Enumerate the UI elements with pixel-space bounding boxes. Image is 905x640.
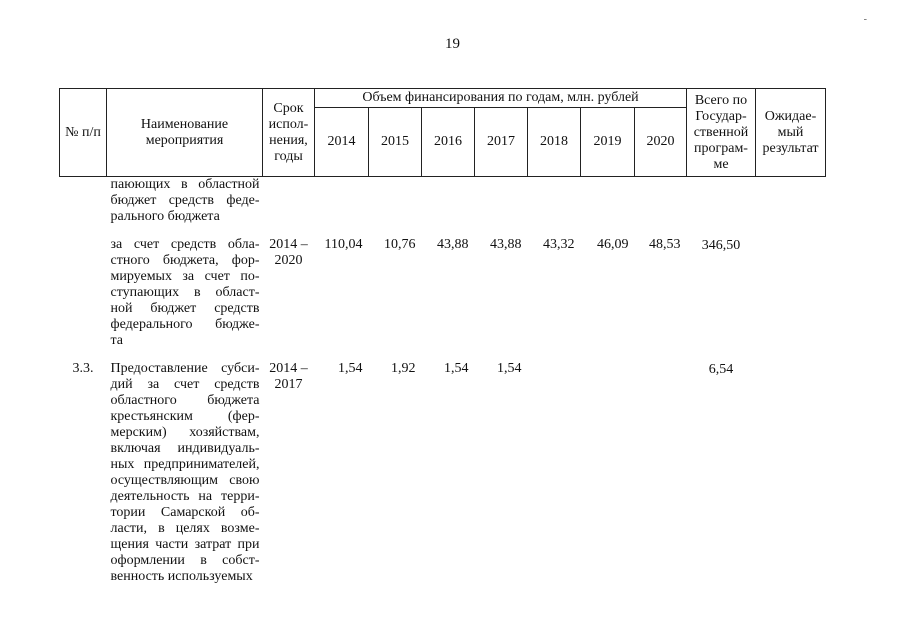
activity-name-line: мируемых за счет по- (110, 269, 260, 284)
table-header (60, 89, 826, 177)
header-num: № п/п (60, 89, 107, 177)
header-term: Срок испол-нения, годы (263, 89, 315, 177)
year-value-cell (475, 177, 528, 226)
activity-name-line: мерским) хозяйствам, (110, 425, 260, 440)
result-cell (756, 361, 826, 585)
page-number: 19 (445, 36, 460, 52)
header-result: Ожидае-мый результат (756, 89, 826, 177)
year-value-cell: 43,88 (490, 237, 522, 252)
year-value-cell: 48,53 (649, 237, 681, 252)
activity-name-line: федерального бюдже- (110, 317, 260, 332)
year-value-cell (581, 361, 635, 585)
total-cell: 6,54 (708, 362, 734, 377)
term-cell (263, 177, 315, 226)
activity-name-line: щения части затрат при (110, 537, 260, 552)
activity-name-line: стного бюджета, фор- (110, 253, 260, 268)
table-body (60, 177, 826, 586)
header-year: 2014 (315, 108, 369, 177)
year-value-cell (581, 177, 635, 226)
table-row (60, 361, 826, 585)
total-cell: 346,50 (701, 238, 741, 253)
activity-name-line: дий за счет средств (110, 377, 260, 392)
header-year: 2016 (422, 108, 475, 177)
activity-name-line: венность используемых (110, 569, 253, 584)
activity-name-line: ной бюджет средств (110, 301, 260, 316)
activity-name-line: включая индивидуаль- (110, 441, 260, 456)
row-spacer (60, 225, 826, 237)
activity-name-line: Предоставление субси- (110, 361, 260, 376)
header-year: 2017 (475, 108, 528, 177)
year-value-cell: 1,54 (444, 361, 469, 376)
header-name: Наименование мероприятия (107, 89, 263, 177)
activity-name-line: ласти, в целях возме- (110, 521, 260, 536)
year-value-cell (369, 177, 422, 226)
activity-name-line: тории Самарской об- (110, 505, 260, 520)
activity-name-line: осуществляющим свою (110, 473, 260, 488)
financing-table (59, 88, 826, 585)
year-value-cell (422, 177, 475, 226)
row-number (60, 237, 107, 349)
header-total: Всего по Государ-ственной програм-ме (687, 89, 756, 177)
header-funding: Объем финансирования по годам, млн. рублей (315, 89, 687, 108)
table-row (60, 177, 826, 226)
header-year: 2015 (369, 108, 422, 177)
year-value-cell (315, 177, 369, 226)
term-cell: 2014 – 2017 (269, 361, 308, 392)
activity-name (107, 237, 263, 349)
header-year: 2019 (581, 108, 635, 177)
year-value-cell: 43,88 (437, 237, 469, 252)
activity-name-line: оформлении в собст- (110, 553, 260, 568)
activity-name-line: ступающих в област- (110, 285, 260, 300)
year-value-cell (528, 361, 581, 585)
year-value-cell (528, 177, 581, 226)
term-cell: 2014 – 2020 (269, 237, 308, 268)
year-value-cell: 110,04 (324, 237, 363, 252)
result-cell (756, 177, 826, 226)
year-value-cell: 1,54 (338, 361, 363, 376)
activity-name-line: деятельность на терри- (110, 489, 260, 504)
year-value-cell (635, 177, 687, 226)
row-number (60, 177, 107, 226)
activity-name-line: рального бюджета (110, 209, 220, 224)
table-row (60, 237, 826, 349)
row-spacer (60, 349, 826, 361)
activity-name-line: крестьянским (фер- (110, 409, 260, 424)
corner-mark: - (863, 14, 867, 25)
result-cell (756, 237, 826, 349)
activity-name (107, 177, 263, 226)
row-number: 3.3. (72, 361, 94, 376)
activity-name-line: областного бюджета (110, 393, 260, 408)
year-value-cell: 10,76 (384, 237, 416, 252)
header-year: 2018 (528, 108, 581, 177)
year-value-cell: 1,54 (497, 361, 522, 376)
year-value-cell (635, 361, 687, 585)
year-value-cell: 1,92 (391, 361, 416, 376)
activity-name-line: та (110, 333, 124, 348)
activity-name-line: ных предпринимателей, (110, 457, 260, 472)
activity-name-line: за счет средств обла- (110, 237, 260, 252)
activity-name (107, 361, 263, 585)
year-value-cell: 46,09 (597, 237, 629, 252)
total-cell (687, 177, 756, 226)
year-value-cell: 43,32 (543, 237, 575, 252)
activity-name-line: паюющих в областной (110, 177, 260, 192)
activity-name-line: бюджет средств феде- (110, 193, 260, 208)
header-year: 2020 (635, 108, 687, 177)
